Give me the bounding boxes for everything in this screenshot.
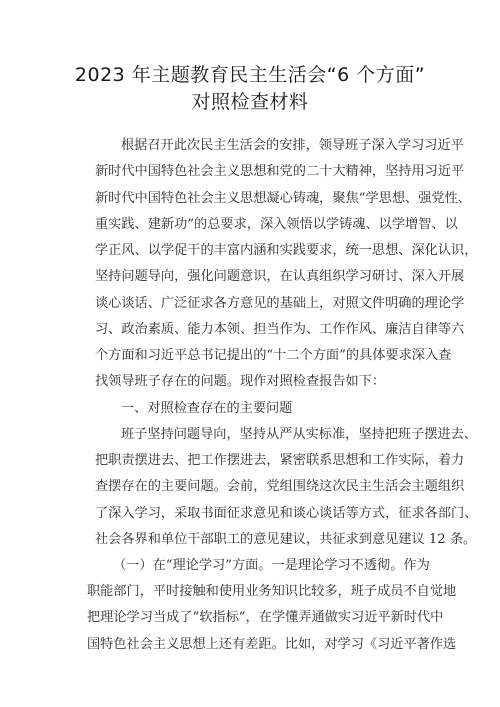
body-text-line: 根据召开此次民主生活会的安排，领导班子深入学习习近平 xyxy=(121,138,464,153)
body-text-line: 坚持问题导向，强化问题意识，在认真组织学习研讨、深入开展 xyxy=(95,269,465,284)
body-text-line: 了深入学习，采取书面征求意见和谈心谈话等方式，征求各部门、 xyxy=(95,506,478,521)
body-text-line: 学正风、以学促干的丰富内涵和实践要求，统一思想、深化认识， xyxy=(95,243,478,258)
body-text-line: 找领导班子存在的问题。现作对照检查报告如下： xyxy=(95,374,386,389)
body-text-line: 把理论学习当成了“软指标”，在学懂弄通做实习近平新时代中 xyxy=(87,610,444,625)
body-text-line: 习、政治素质、能力本领、担当作为、工作作风、廉洁自律等六 xyxy=(95,322,465,337)
body-text-line: 国特色社会主义思想上还有差距。比如，对学习《习近平著作选 xyxy=(87,637,457,652)
body-text-line: 新时代中国特色社会主义思想和党的二十大精神，坚持用习近平 xyxy=(95,164,465,179)
body-text-line: 查摆存在的主要问题。会前，党组围绕这次民主生活会主题组织 xyxy=(95,479,465,494)
body-text-line: 职能部门，平时接触和使用业务知识比较多，班子成员不自觉地 xyxy=(87,584,457,599)
subsection-line: （一）在“理论学习”方面。一是理论学习不透彻。作为 xyxy=(113,558,430,573)
section-heading: 一、对照检查存在的主要问题 xyxy=(121,401,293,416)
body-text-line: 班子坚持问题导向，坚持从严从实标准，坚持把班子摆进去、 xyxy=(121,427,478,442)
body-text-line: 把职责摆进去、把工作摆进去，紧密联系思想和工作实际，着力 xyxy=(95,453,465,468)
body-text-line: 谈心谈话、广泛征求各方意见的基础上，对照文件明确的理论学 xyxy=(95,296,465,311)
body-text-line: 个方面和习近平总书记提出的“十二个方面”的具体要求深入查 xyxy=(95,348,452,363)
document-title-line-1: 2023 年主题教育民主生活会“6 个方面” xyxy=(74,64,426,86)
body-text-line: 重实践、建新功”的总要求，深入领悟以学铸魂、以学增智、以 xyxy=(95,217,458,232)
body-text-line: 新时代中国特色社会主义思想凝心铸魂，聚焦“学思想、强党性、 xyxy=(95,191,471,206)
document-title-line-2: 对照检查材料 xyxy=(191,91,309,113)
body-text-line: 社会各界和单位干部职工的意见建议，共征求到意见建议 12 条。 xyxy=(95,532,477,547)
